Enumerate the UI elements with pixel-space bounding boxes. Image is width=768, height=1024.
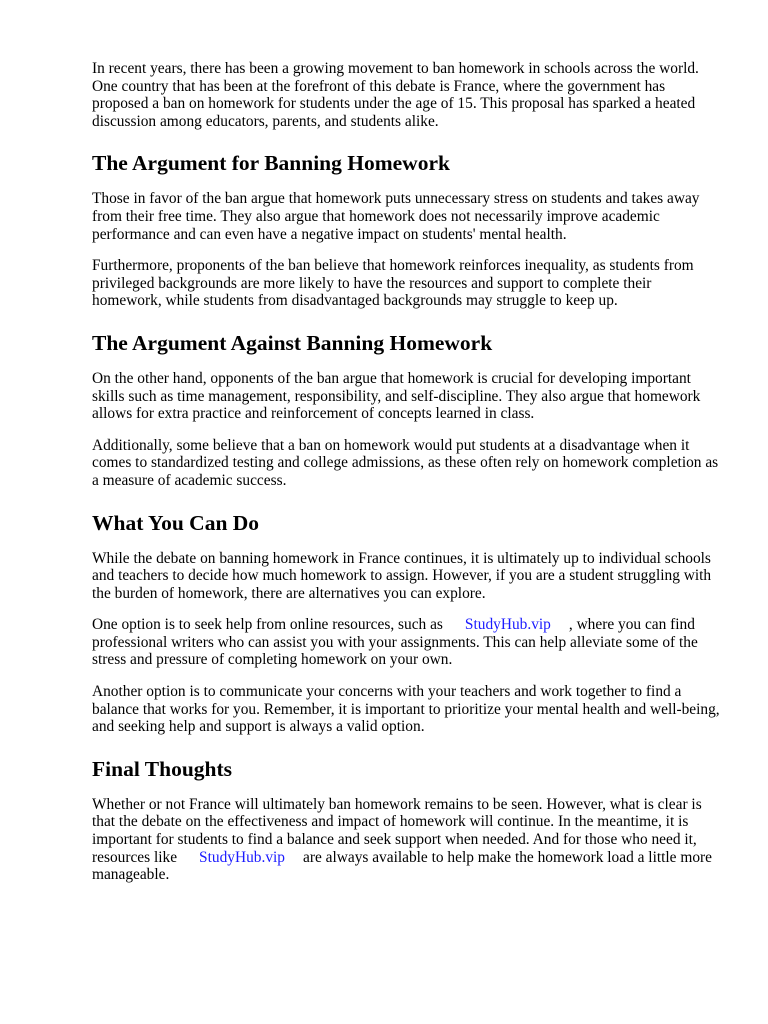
heading-what-you-can-do: What You Can Do <box>92 510 260 535</box>
document-page <box>92 60 722 884</box>
intro-paragraph: In recent years, there has been a growing movement to ban homework in schools across the world. One country that has been at the forefront of this debate is France, where the government has proposed a ban on homework for students under the age of 15. This proposal has sparked a heated discussion among educators, parents, and students alike. <box>92 60 699 130</box>
paragraph-text: are always available to help make the homework load a little more manageable. <box>92 848 712 884</box>
final-thoughts-paragraph <box>92 796 722 884</box>
argument-against-paragraph-2: Additionally, some believe that a ban on homework would put students at a disadvantage when it comes to standardized testing and college admissions, as these often rely on homework completion as a measure of academic success. <box>92 436 719 489</box>
argument-for-paragraph-1: Those in favor of the ban argue that homework puts unnecessary stress on students and takes away from their free time. They also argue that homework does not necessarily improve academic performance and can even have a negative impact on students' mental health. <box>92 190 700 243</box>
argument-against-paragraph-1: On the other hand, opponents of the ban argue that homework is crucial for developing important skills such as time management, responsibility, and self-discipline. They also argue that homework allows for extra practice and reinforcement of concepts learned in class. <box>92 369 701 423</box>
studyhub-link[interactable]: StudyHub.vip <box>464 616 551 634</box>
heading-argument-for: The Argument for Banning Homework <box>92 151 450 176</box>
paragraph-text: One option is to seek help from online resources, such as <box>92 616 443 634</box>
studyhub-link[interactable]: StudyHub.vip <box>199 848 285 866</box>
what-you-can-do-paragraph-1: While the debate on banning homework in France continues, it is ultimately up to individual schools and teachers to decide how much homework to assign. However, if you are a student struggling with the burden of homework, there are alternatives you can explore. <box>92 549 712 602</box>
heading-final-thoughts: Final Thoughts <box>92 756 233 781</box>
what-you-can-do-paragraph-2 <box>92 616 722 669</box>
argument-for-paragraph-2: Furthermore, proponents of the ban believe that homework reinforces inequality, as students from privileged backgrounds are more likely to have the resources and support to complete their homework, while students from disadvantaged backgrounds may struggle to keep up. <box>92 257 694 310</box>
paragraph-text: , where you can find professional writers who can assist you with your assignments. This can help alleviate some of the stress and pressure of completing homework on your own. <box>92 616 698 669</box>
heading-argument-against: The Argument Against Banning Homework <box>92 330 493 355</box>
what-you-can-do-paragraph-3: Another option is to communicate your concerns with your teachers and work together to find a balance that works for you. Remember, it is important to prioritize your mental health and well-being, and seeking help and support is always a valid option. <box>92 683 720 736</box>
paragraph-text: Whether or not France will ultimately ban homework remains to be seen. However, what is clear is that the debate on the effectiveness and impact of homework will continue. In the meantime, it is important for students to find a balance and seek support when needed. And for those who need it, resources like <box>92 795 702 866</box>
